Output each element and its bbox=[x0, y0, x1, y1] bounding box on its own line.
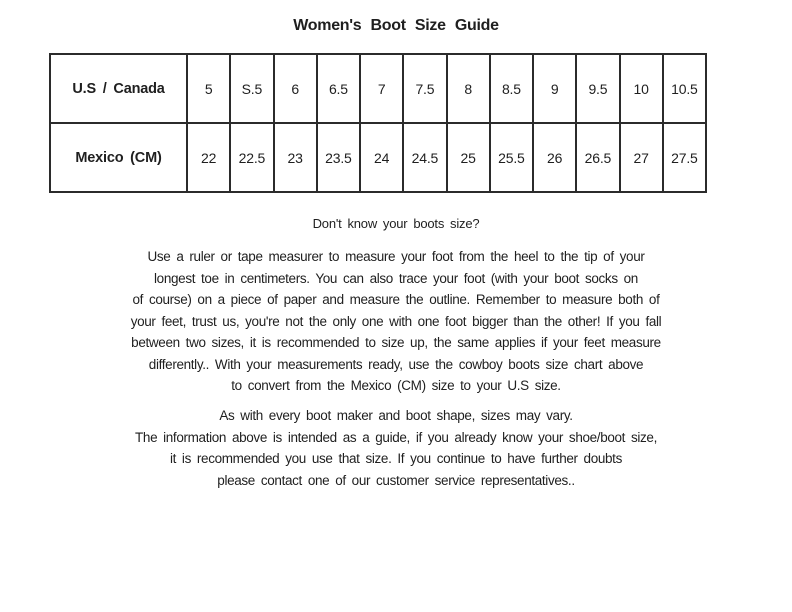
size-cell: 26 bbox=[533, 123, 576, 192]
table-row-mexico-cm bbox=[50, 123, 706, 192]
size-cell: 10.5 bbox=[663, 54, 706, 123]
size-cell: 9 bbox=[533, 54, 576, 123]
table-row-us-canada bbox=[50, 54, 706, 123]
disclaimer-paragraph bbox=[0, 405, 792, 491]
question-heading: Don't know your boots size? bbox=[312, 216, 480, 231]
size-cell: 7.5 bbox=[403, 54, 446, 123]
paragraph-line: please contact one of our customer service representatives.. bbox=[217, 472, 575, 488]
size-cell: 24 bbox=[360, 123, 403, 192]
row-label-us-canada: U.S / Canada bbox=[50, 54, 187, 123]
size-cell: 6 bbox=[274, 54, 317, 123]
size-cell: 7 bbox=[360, 54, 403, 123]
size-cell: S.5 bbox=[230, 54, 273, 123]
size-cell: 23 bbox=[274, 123, 317, 192]
paragraph-line: between two sizes, it is recommended to size up, the same applies if your feet measure bbox=[131, 335, 661, 350]
measuring-instructions-paragraph bbox=[0, 246, 792, 397]
paragraph-line: Use a ruler or tape measurer to measure your foot from the heel to the tip of your bbox=[147, 249, 645, 264]
size-cell: 26.5 bbox=[576, 123, 619, 192]
size-cell: 10 bbox=[620, 54, 663, 123]
paragraph-line: to convert from the Mexico (CM) size to your U.S size. bbox=[231, 378, 561, 393]
size-cell: 25.5 bbox=[490, 123, 533, 192]
paragraph-line: longest toe in centimeters. You can also trace your foot (with your boot socks on bbox=[154, 270, 638, 286]
row-label-mexico-cm: Mexico (CM) bbox=[50, 123, 187, 192]
size-cell: 8.5 bbox=[490, 54, 533, 123]
size-cell: 9.5 bbox=[576, 54, 619, 123]
size-cell: 5 bbox=[187, 54, 230, 123]
paragraph-line: As with every boot maker and boot shape, sizes may vary. bbox=[219, 408, 573, 423]
paragraph-line: The information above is intended as a guide, if you already know your shoe/boot size, bbox=[135, 429, 657, 445]
size-cell: 27 bbox=[620, 123, 663, 192]
size-cell: 22.5 bbox=[230, 123, 273, 192]
page-title: Women's Boot Size Guide bbox=[293, 17, 499, 34]
size-cell: 22 bbox=[187, 123, 230, 192]
size-cell: 23.5 bbox=[317, 123, 360, 192]
paragraph-line: of course) on a piece of paper and measure the outline. Remember to measure both of bbox=[132, 292, 660, 307]
size-table bbox=[49, 53, 707, 193]
size-cell: 6.5 bbox=[317, 54, 360, 123]
size-cell: 27.5 bbox=[663, 123, 706, 192]
size-cell: 8 bbox=[447, 54, 490, 123]
paragraph-line: differently.. With your measurements ready, use the cowboy boots size chart above bbox=[148, 356, 644, 372]
size-cell: 25 bbox=[447, 123, 490, 192]
paragraph-line: your feet, trust us, you're not the only one with one foot bigger than the other! If you fall bbox=[130, 313, 662, 329]
paragraph-line: it is recommended you use that size. If you continue to have further doubts bbox=[169, 451, 622, 466]
size-cell: 24.5 bbox=[403, 123, 446, 192]
